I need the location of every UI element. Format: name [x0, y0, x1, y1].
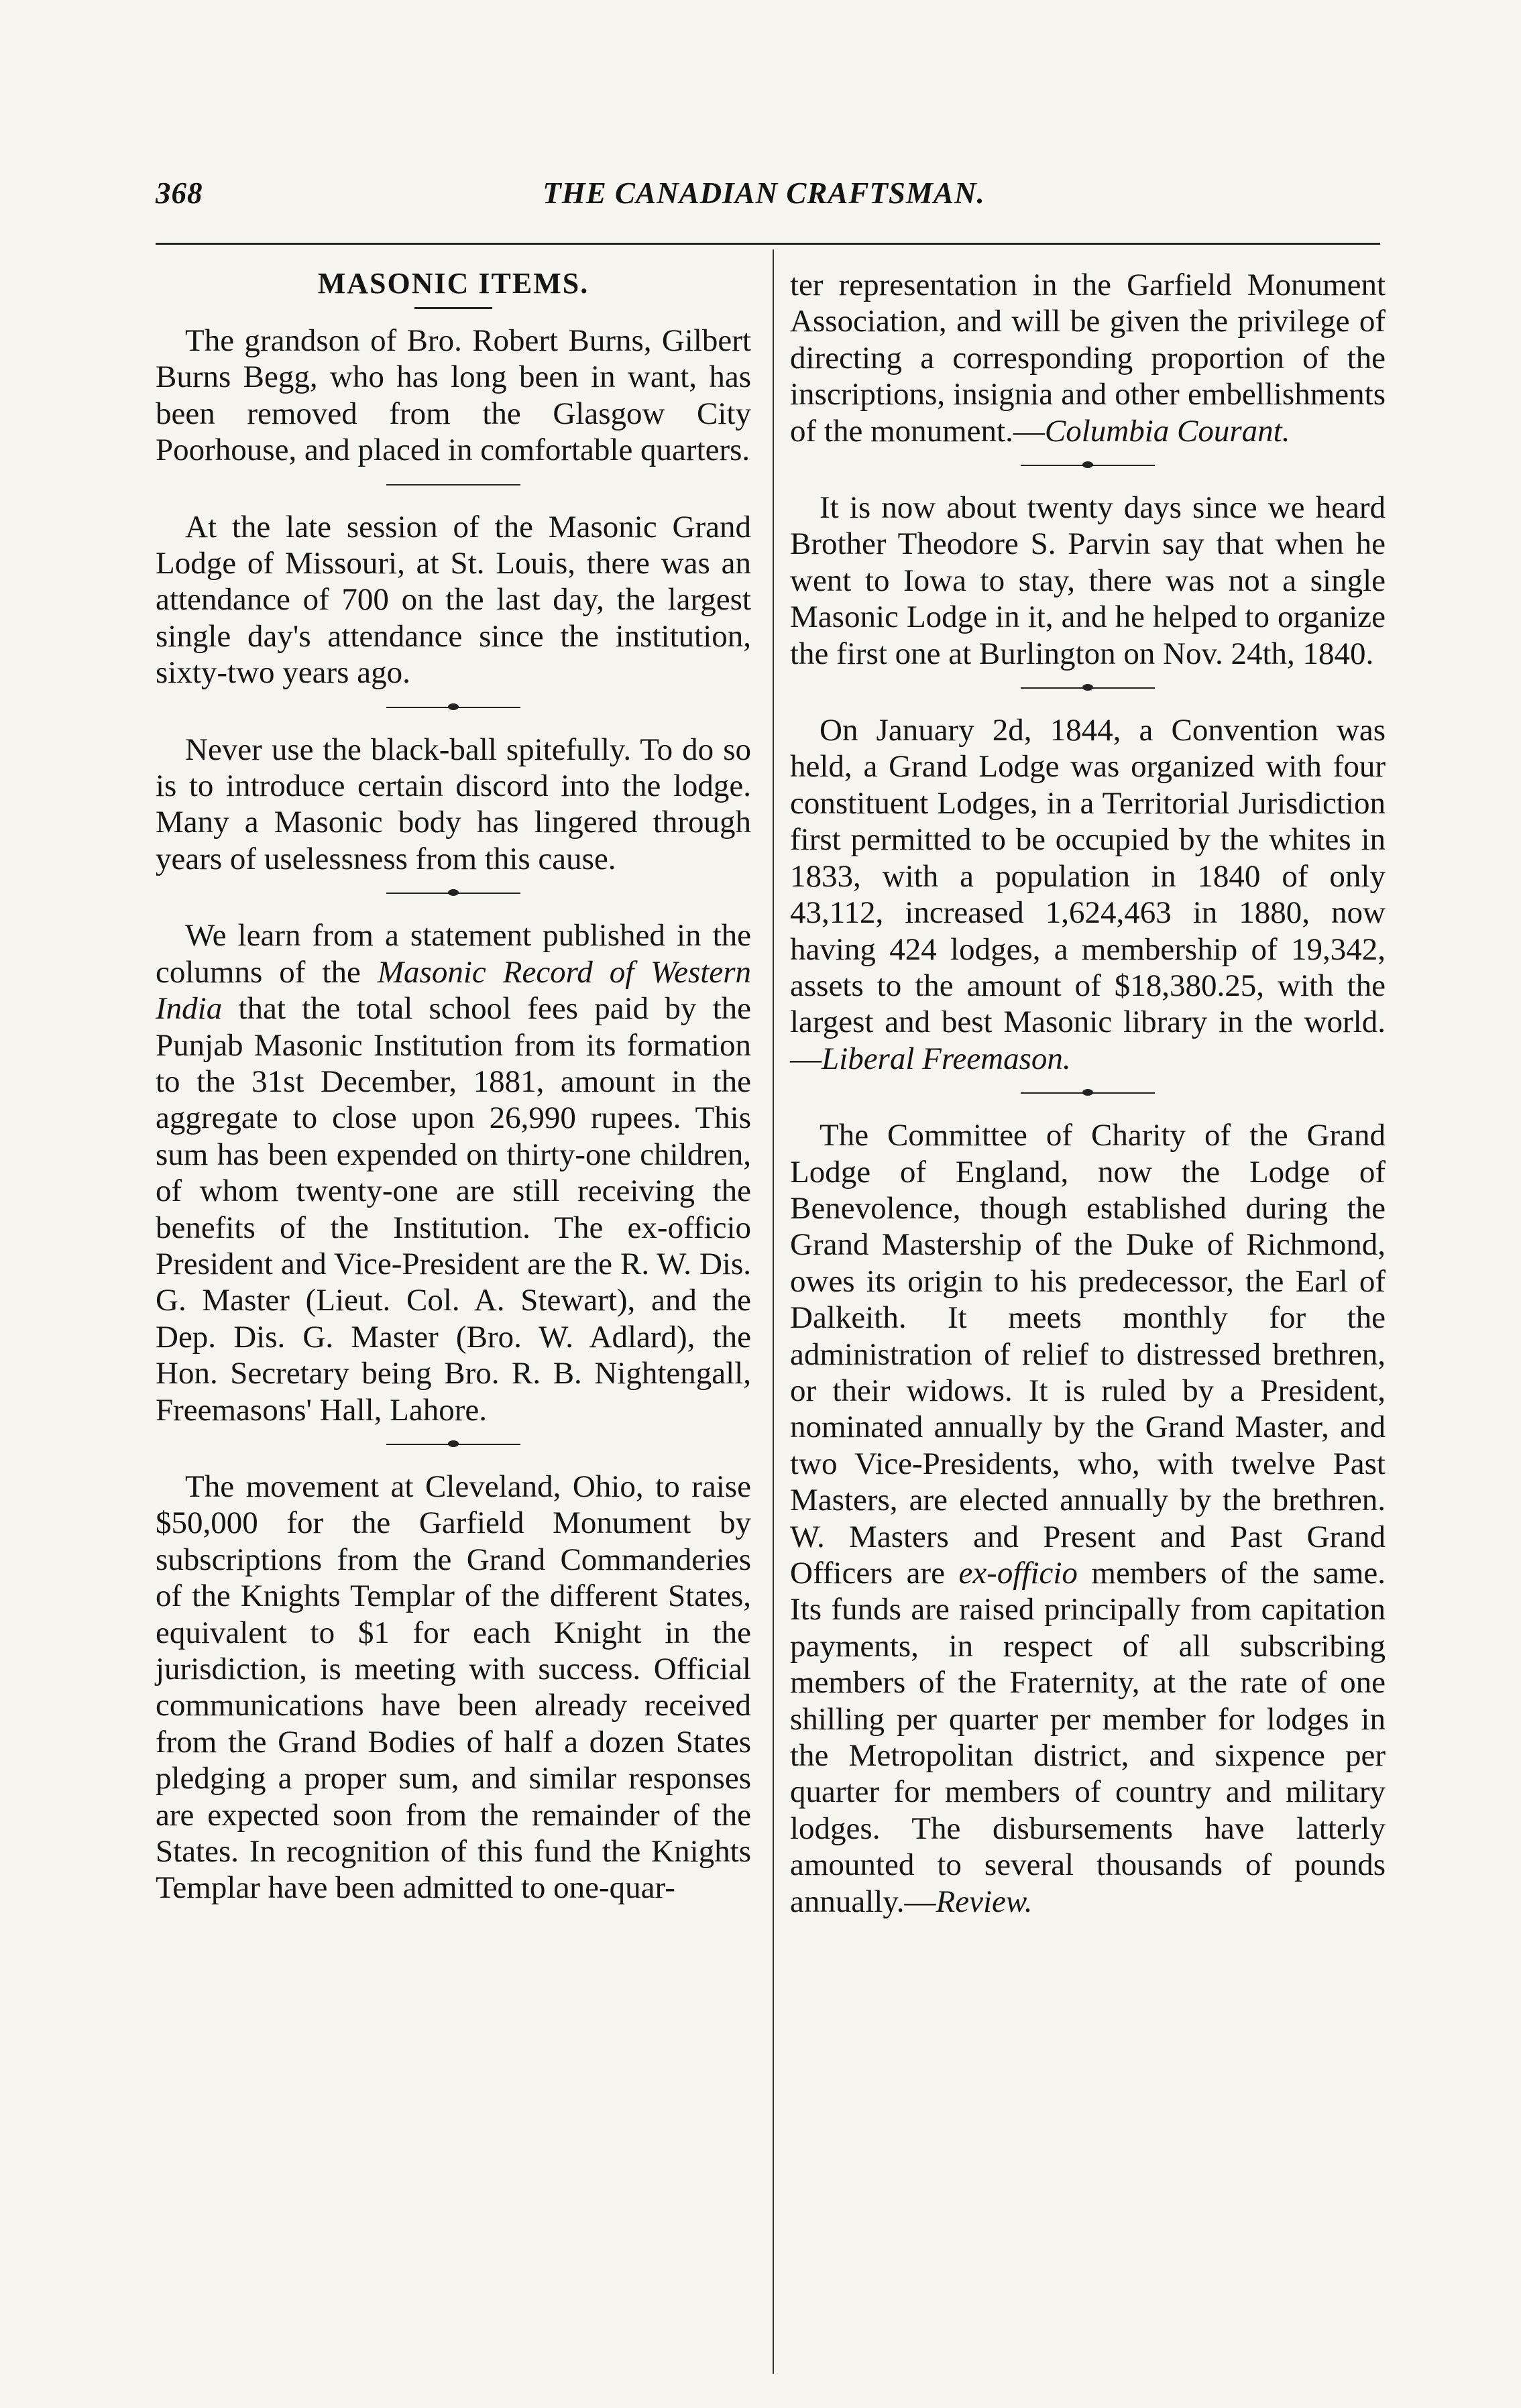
left-column	[156, 267, 751, 1906]
garfield-text-end: ter representation in the Garfield Monument Association, and will be given the privilege of directing a corresponding proportion of the inscriptions, insignia and other embellishments of the monument.—	[790, 268, 1386, 449]
item-garfield: The movement at Cleveland, Ohio, to raise $50,000 for the Garfield Monument by subscriptions from the Grand Commanderies of the Knights Templar of the different States, equivalent to $1 for each Knight in the jurisdiction, is meeting with success. Official communications have been already received from the Grand Bodies of half a dozen States pledging a proper sum, and similar responses are expected soon from the remainder of the States. In recognition of this fund the Knights Templar have been admitted to one-quar-	[156, 1469, 751, 1906]
item-separator	[386, 892, 520, 895]
punjab-text-start: We learn from a statement published in the columns of the	[156, 918, 751, 990]
item-separator	[386, 1443, 520, 1446]
running-head	[156, 176, 1372, 223]
item-separator	[1021, 687, 1155, 689]
item-parvin: It is now about twenty days since we heard Brother Theodore S. Parvin say that when he went to Iowa to stay, there was not a single Masonic Lodge in it, and he helped to organize the first one at Burlington on Nov. 24th, 1840.	[790, 490, 1386, 671]
section-title: MASONIC ITEMS.	[317, 267, 589, 300]
right-column	[790, 267, 1386, 1920]
charity-ex-officio: ex-officio	[958, 1556, 1078, 1591]
item-separator	[1021, 1092, 1155, 1094]
charity-text-start: The Committee of Charity of the Grand Lodge of England, now the Lodge of Benevolence, though established during the Grand Mastership of the Duke of Richmond, owes its origin to his predecessor, the Earl of Dalkeith. It meets monthly for the administration of relief to distressed brethren, or their widows. It is ruled by a President, nominated annually by the Grand Master, and two Vice-Presidents, who, with twelve Past Masters, are elected annually by the brethren. W. Masters and Present and Past Grand Officers are	[790, 1118, 1386, 1591]
item-garfield-continued	[790, 267, 1386, 449]
item-separator	[1021, 464, 1155, 467]
garfield-source: Columbia Courant.	[1044, 413, 1290, 449]
item-separator	[386, 483, 520, 486]
title-rule	[414, 307, 492, 309]
item-burns: The grandson of Bro. Robert Burns, Gilbert Burns Begg, who has long been in want, has been removed from the Glasgow City Poorhouse, and placed in comfortable quarters.	[156, 323, 751, 468]
charity-source: Review.	[936, 1884, 1033, 1919]
item-blackball: Never use the black-ball spitefully. To do so is to introduce certain discord into the lodge. Many a Masonic body has lingered through years of uselessness from this cause.	[156, 732, 751, 876]
header-rule	[156, 243, 1380, 245]
journal-title: THE CANADIAN CRAFTSMAN.	[543, 176, 985, 210]
item-separator	[386, 706, 520, 709]
punjab-text-end: that the total school fees paid by the Punjab Masonic Institution from its formation to the 31st December, 1881, amount in the aggregate to close upon 26,990 rupees. This sum has been expended on thirty-one children, of whom twenty-one are still receiving the benefits of the Institution. The ex-officio President and Vice-President are the R. W. Dis. G. Master (Lieut. Col. A. Stewart), and the Dep. Dis. G. Master (Bro. W. Adlard), the Hon. Secretary being Bro. R. B. Nightengall, Freemasons' Hall, Lahore.	[156, 991, 751, 1428]
item-punjab	[156, 917, 751, 1428]
charity-text-end: members of the same. Its funds are raised principally from capitation payments, in respect of all subscribing members of the Fraternity, at the rate of one shilling per quarter per member for lodges in the Metropolitan district, and sixpence per quarter for members of country and military lodges. The disbursements have latterly amounted to several thousands of pounds annually.—	[790, 1556, 1386, 1919]
iowa-text: On January 2d, 1844, a Convention was held, a Grand Lodge was organized with four constituent Lodges, in a Territorial Jurisdiction first permitted to be occupied by the whites in 1833, with a population in 1840 of only 43,112, increased 1,624,463 in 1880, now having 424 lodges, a membership of 19,342, assets to the amount of $18,380.25, with the largest and best Masonic library in the world.—	[790, 713, 1386, 1076]
punjab-source: Masonic Record of Western India	[156, 954, 751, 1027]
iowa-source: Liberal Freemason.	[822, 1041, 1071, 1076]
page-number: 368	[156, 176, 203, 210]
item-charity	[790, 1117, 1386, 1920]
item-iowa	[790, 712, 1386, 1077]
column-divider	[773, 249, 774, 2374]
item-missouri: At the late session of the Masonic Grand Lodge of Missouri, at St. Louis, there was an attendance of 700 on the last day, the largest single day's attendance since the institution, sixty-two years ago.	[156, 509, 751, 691]
